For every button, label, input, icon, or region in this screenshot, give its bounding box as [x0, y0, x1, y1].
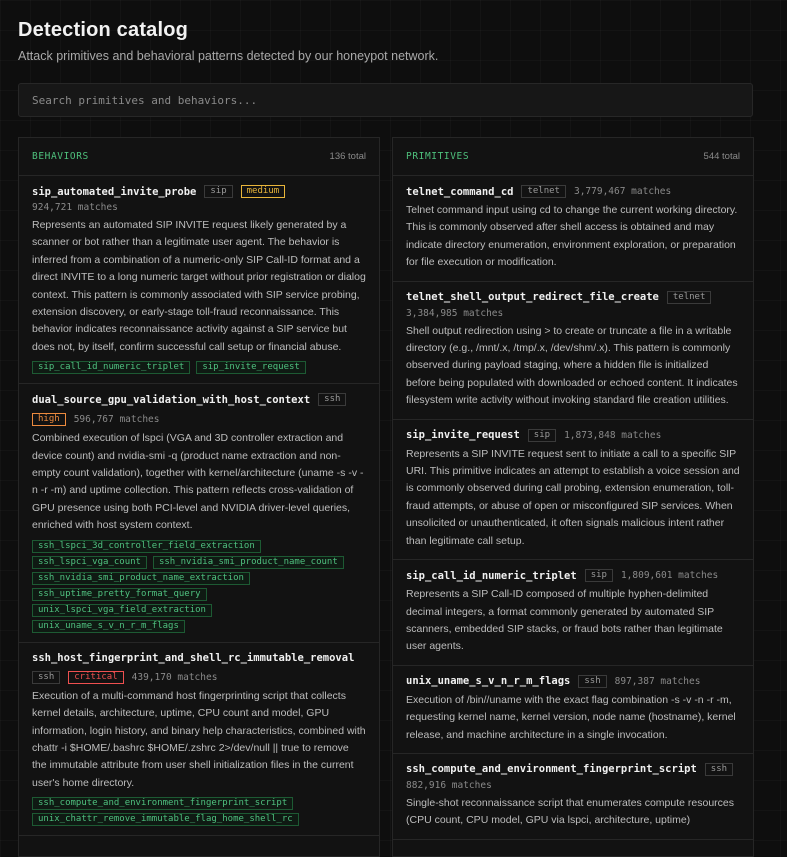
primitive-tag[interactable]: sip_call_id_numeric_triplet — [32, 361, 190, 374]
primitive-name[interactable]: sip_call_id_numeric_triplet — [406, 569, 577, 582]
match-count: 596,767 matches — [73, 414, 160, 426]
primitive-description: Represents a SIP Call-ID composed of multiple hyphen-delimited decimal integers, a format commonly generated by automated SIP scanners, embedded SIP stacks, or fraud bots rather than legitimate user agents. — [406, 588, 723, 653]
match-count: 1,809,601 matches — [620, 570, 719, 582]
primitive-tag[interactable]: ssh_uptime_pretty_format_query — [32, 588, 207, 601]
protocol-tag: sip — [204, 185, 232, 198]
primitive-name[interactable]: telnet_command_cd — [406, 185, 514, 198]
behavior-item[interactable] — [19, 384, 379, 642]
primitives-total-count: 544 total — [703, 151, 740, 162]
primitive-tag[interactable]: ssh_compute_and_environment_fingerprint_script — [32, 797, 293, 810]
primitive-description: Represents a SIP INVITE request sent to initiate a call to a specific SIP URI. This primitive indicates an attempt to establish a voice session and is commonly observed during call probing, extension enumeration, toll-fraud attempts, or abuse of open or misconfigured SIP services. When unsolicited or unauthenticated, it often signals malicious intent rather than legitimate call setup. — [406, 447, 740, 547]
severity-badge: high — [32, 413, 66, 426]
primitive-description: Execution of /bin//uname with the exact flag combination -s -v -n -r -m, requesting kernel name, kernel version, node name (hostname), kernel release, and machine architecture in a single invocation. — [406, 693, 736, 741]
behavior-name[interactable]: dual_source_gpu_validation_with_host_context — [32, 393, 311, 406]
behaviors-total-count: 136 total — [329, 151, 366, 162]
primitive-item[interactable] — [393, 282, 753, 420]
behavior-description: Execution of a multi-command host fingerprinting script that collects kernel details, architecture, uptime, CPU count and model, GPU information, login history, and binary help characteristics, combined with chattr -i $HOME/.bashrc $HOME/.zshrc 2>/dev/null || true to remove the immutable attribute from user shell initialization files in the current user's home directory. — [32, 689, 366, 789]
match-count: 897,387 matches — [614, 675, 701, 687]
page-title: Detection catalog — [18, 19, 189, 41]
behavior-item[interactable] — [19, 176, 379, 384]
behaviors-panel — [18, 137, 380, 857]
search-input[interactable] — [18, 83, 753, 117]
behavior-name[interactable]: ssh_host_fingerprint_and_shell_rc_immutable_removal — [32, 651, 355, 664]
primitive-name[interactable]: telnet_shell_output_redirect_file_create — [406, 291, 659, 304]
primitive-item[interactable] — [393, 176, 753, 282]
page-subtitle: Attack primitives and behavioral patterns detected by our honeypot network. — [18, 49, 439, 63]
protocol-tag: ssh — [32, 671, 60, 684]
primitive-name[interactable]: unix_uname_s_v_n_r_m_flags — [406, 675, 571, 688]
primitive-name[interactable]: sip_invite_request — [406, 429, 520, 442]
behavior-item[interactable] — [19, 643, 379, 836]
protocol-tag: telnet — [667, 291, 712, 304]
primitive-tag[interactable]: ssh_lspci_3d_controller_field_extraction — [32, 540, 261, 553]
protocol-tag: sip — [585, 569, 613, 582]
protocol-tag: sip — [528, 429, 556, 442]
match-count: 1,873,848 matches — [564, 429, 662, 441]
severity-badge: critical — [68, 671, 123, 684]
primitive-tag[interactable]: sip_invite_request — [196, 361, 306, 374]
protocol-tag: ssh — [318, 393, 346, 406]
protocol-tag: ssh — [705, 763, 733, 776]
match-count: 3,384,985 matches — [406, 307, 504, 319]
match-count: 924,721 matches — [32, 202, 118, 213]
behaviors-panel-title: BEHAVIORS — [32, 151, 89, 162]
protocol-tag: ssh — [578, 675, 606, 688]
primitives-panel — [392, 137, 754, 857]
behavior-description: Represents an automated SIP INVITE request likely generated by a scanner or bot rather than a legitimate user agent. The behavior is inferred from a combination of a numeric-only SIP Call-ID format and a direct INVITE to a long numeric target without prior registration or dialog context. This pattern is commonly associated with SIP service probing, extension discovery, or early-stage toll-fraud reconnaissance. This behavior indicates reconnaissance activity against a SIP service but does not, by itself, confirm successful call setup or financial abuse. — [32, 219, 366, 353]
primitive-description: Shell output redirection using > to create or truncate a file in a writable directory (e.g., /mnt/.x, /tmp/.x, /dev/shm/.x). This pattern is commonly observed during payload staging, where a hidden file is initialized before being populated with downloaded or echoed content. It indicates filesystem write activity without invoking standard file creation utilities. — [406, 324, 738, 407]
match-count: 882,916 matches — [406, 779, 492, 791]
primitive-tag[interactable]: unix_uname_s_v_n_r_m_flags — [32, 620, 185, 633]
match-count: 3,779,467 matches — [573, 186, 672, 197]
primitive-tag[interactable]: unix_lspci_vga_field_extraction — [32, 604, 212, 617]
primitives-panel-header — [393, 138, 753, 176]
primitive-tag-list — [32, 540, 366, 633]
primitive-tag[interactable]: ssh_lspci_vga_count — [32, 556, 147, 569]
behavior-name[interactable]: sip_automated_invite_probe — [32, 185, 197, 198]
primitives-panel-title: PRIMITIVES — [406, 151, 470, 162]
primitive-item[interactable] — [393, 420, 753, 560]
match-count: 439,170 matches — [131, 671, 218, 683]
primitive-item[interactable] — [393, 754, 753, 840]
severity-badge: medium — [241, 185, 286, 198]
primitive-description: Telnet command input using cd to change the current working directory. This is commonly observed after shell access is obtained and may indicate directory enumeration, environment exploration, or preparation for file execution or modification. — [406, 204, 738, 269]
primitive-tag-list — [32, 361, 366, 374]
primitive-tag[interactable]: ssh_nvidia_smi_product_name_extraction — [32, 572, 250, 585]
primitive-name[interactable]: ssh_compute_and_environment_fingerprint_script — [406, 763, 697, 776]
primitive-item[interactable] — [393, 560, 753, 666]
behaviors-panel-header — [19, 138, 379, 176]
primitive-item[interactable] — [393, 666, 753, 754]
protocol-tag: telnet — [521, 185, 566, 198]
primitive-tag-list — [32, 797, 366, 826]
primitive-tag[interactable]: unix_chattr_remove_immutable_flag_home_shell_rc — [32, 813, 299, 826]
primitive-description: Single-shot reconnaissance script that enumerates compute resources (CPU count, CPU model, GPU via lspci, architecture, uptime) — [406, 796, 735, 827]
primitive-tag[interactable]: ssh_nvidia_smi_product_name_count — [153, 556, 344, 569]
behavior-description: Combined execution of lspci (VGA and 3D controller extraction and device count) and nvidia-smi -q (product name extraction and non-empty count validation), together with kernel/architecture (uname -s -v -n -r -m) and uptime collection. This pattern reflects cross-validation of GPU presence using both PCI-level and NVIDIA driver-level queries, enriched with host system context. — [32, 432, 364, 532]
